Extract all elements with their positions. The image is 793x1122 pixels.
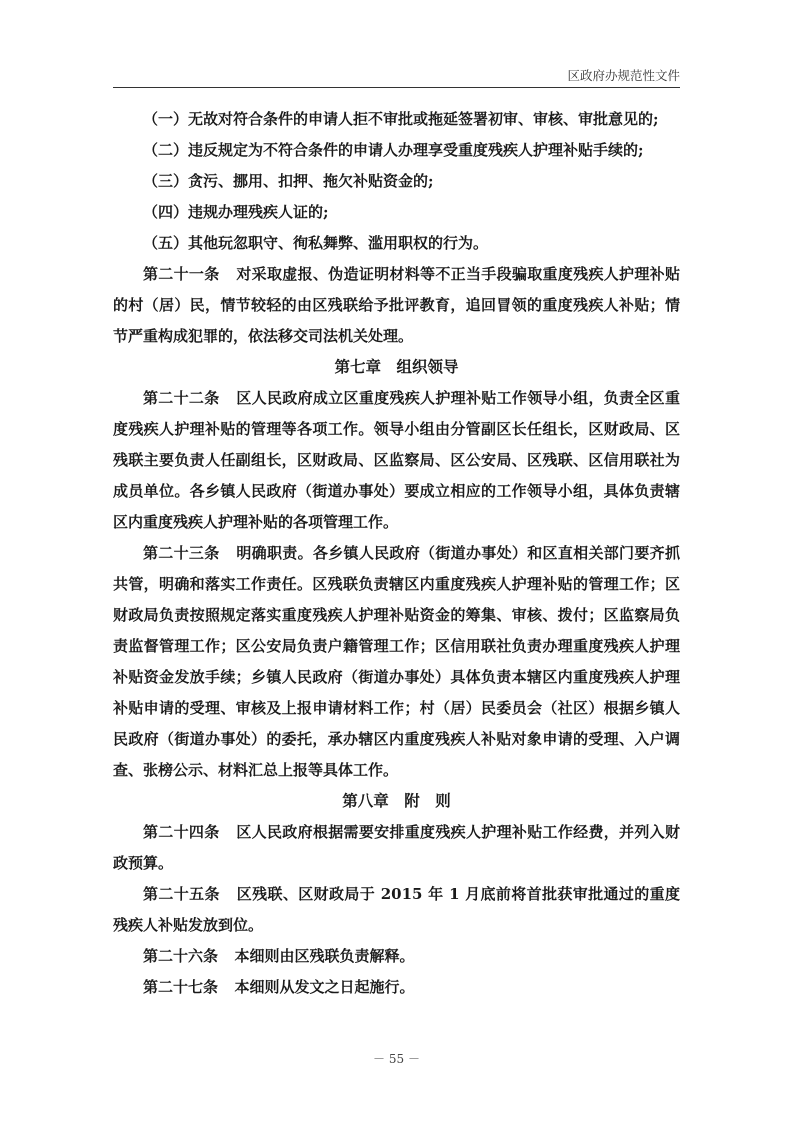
article-number: 第二十七条 [143,978,219,996]
chapter-heading: 第七章 组织领导 [334,358,459,376]
list-item: （二）违反规定为不符合条件的申请人办理享受重度残疾人护理补贴手续的; [143,141,644,159]
list-item: （五）其他玩忽职守、徇私舞弊、滥用职权的行为。 [143,234,489,252]
chapter-heading: 第八章 附 则 [342,792,451,810]
list-item: （三）贪污、挪用、扣押、拖欠补贴资金的; [143,172,434,190]
article-number: 第二十六条 [143,947,219,965]
page-number: － 55 － [373,1052,420,1066]
header-title: 区政府办规范性文件 [567,68,680,83]
article-text: 对采取虚报、伪造证明材料等不正当手段骗取重度残疾人护理补贴的村（居）民，情节较轻的由区残联给予批评教育，追回冒领的重度残疾人补贴；情节严重构成犯罪的，依法移交司法机关处理。 [113,265,680,345]
article-22 [113,383,680,538]
article-text: 区人民政府成立区重度残疾人护理补贴工作领导小组，负责全区重度残疾人护理补贴的管理等各项工作。领导小组由分管副区长任组长，区财政局、区残联主要负责人任副组长，区财政局、区监察局、区公安局、区残联、区信用联社为成员单位。各乡镇人民政府（街道办事处）要成立相应的工作领导小组，具体负责辖区内重度残疾人护理补贴的各项管理工作。 [113,389,680,531]
article-number: 第二十二条 [143,389,220,407]
page-header [113,66,680,88]
list-item: （一）无故对符合条件的申请人拒不审批或拖延签署初审、审核、审批意见的; [143,110,659,128]
article-text: 本细则从发文之日起施行。 [234,978,415,996]
article-number: 第二十四条 [143,823,220,841]
article-number: 第二十五条 [143,885,220,903]
article-27 [113,972,680,1003]
article-text: 明确职责。各乡镇人民政府（街道办事处）和区直相关部门要齐抓共管，明确和落实工作责任。区残联负责辖区内重度残疾人护理补贴的管理工作；区财政局负责按照规定落实重度残疾人护理补贴资金的筹集、审核、拨付；区监察局负责监督管理工作；区公安局负责户籍管理工作；区信用联社负责办理重度残疾人护理补贴资金发放手续；乡镇人民政府（街道办事处）具体负责本辖区内重度残疾人护理补贴申请的受理、审核及上报申请材料工作；村（居）民委员会（社区）根据乡镇人民政府（街道办事处）的委托，承办辖区内重度残疾人补贴对象申请的受理、入户调查、张榜公示、材料汇总上报等具体工作。 [113,544,680,779]
document-body [113,104,680,1003]
article-25 [113,879,680,941]
article-24 [113,817,680,879]
article-number: 第二十一条 [143,265,220,283]
list-item: （四）违规办理残疾人证的; [143,203,329,221]
article-text: 区残联、区财政局于 2015 年 1 月底前将首批获审批通过的重度残疾人补贴发放到位。 [113,885,680,934]
article-text: 本细则由区残联负责解释。 [234,947,415,965]
article-21 [113,259,680,352]
article-23 [113,538,680,786]
article-26 [113,941,680,972]
article-number: 第二十三条 [143,544,220,562]
article-text: 区人民政府根据需要安排重度残疾人护理补贴工作经费，并列入财政预算。 [113,823,680,872]
